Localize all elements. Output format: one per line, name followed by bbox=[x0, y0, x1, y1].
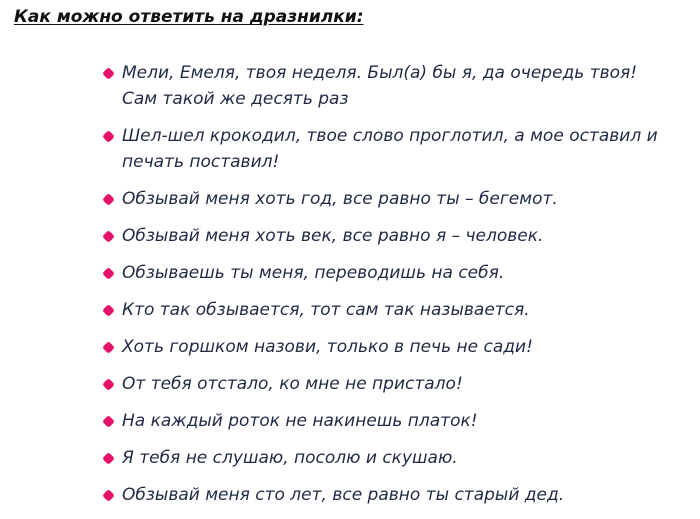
bullet-icon bbox=[102, 452, 115, 465]
list-item-text: Я тебя не слушаю, посолю и скушаю. bbox=[122, 448, 458, 468]
list-item bbox=[103, 123, 673, 175]
list-item-text: На каждый роток не накинешь платок! bbox=[122, 411, 478, 431]
list-item bbox=[103, 445, 673, 471]
list-item-text: Кто так обзывается, тот сам так называется. bbox=[122, 300, 530, 320]
bullet-icon bbox=[102, 304, 115, 317]
list-item bbox=[103, 297, 673, 323]
list-item bbox=[103, 260, 673, 286]
list-item-text: Обзывай меня хоть год, все равно ты – бегемот. bbox=[122, 189, 558, 209]
list-item bbox=[103, 408, 673, 434]
bullet-icon bbox=[102, 341, 115, 354]
bullet-icon bbox=[102, 130, 115, 143]
list-item-text: Обзывай меня хоть век, все равно я – человек. bbox=[122, 226, 544, 246]
list-item-text: Обзываешь ты меня, переводишь на себя. bbox=[122, 263, 505, 283]
retorts-list bbox=[103, 60, 673, 519]
bullet-icon bbox=[102, 378, 115, 391]
list-item bbox=[103, 334, 673, 360]
bullet-icon bbox=[102, 67, 115, 80]
list-item-text: Шел-шел крокодил, твое слово проглотил, а мое оставил и печать поставил! bbox=[122, 126, 658, 172]
list-item bbox=[103, 482, 673, 508]
list-item-text: Мели, Емеля, твоя неделя. Был(а) бы я, да очередь твоя! Сам такой же десять раз bbox=[122, 63, 638, 109]
list-item bbox=[103, 186, 673, 212]
list-item bbox=[103, 371, 673, 397]
bullet-icon bbox=[102, 415, 115, 428]
bullet-icon bbox=[102, 193, 115, 206]
list-item bbox=[103, 223, 673, 249]
bullet-icon bbox=[102, 230, 115, 243]
section-heading: Как можно ответить на дразнилки: bbox=[14, 7, 364, 27]
list-item bbox=[103, 60, 673, 112]
list-item-text: Хоть горшком назови, только в печь не сади! bbox=[122, 337, 533, 357]
bullet-icon bbox=[102, 267, 115, 280]
list-item-text: Обзывай меня сто лет, все равно ты старый дед. bbox=[122, 485, 565, 505]
list-item-text: От тебя отстало, ко мне не пристало! bbox=[122, 374, 463, 394]
bullet-icon bbox=[102, 489, 115, 502]
